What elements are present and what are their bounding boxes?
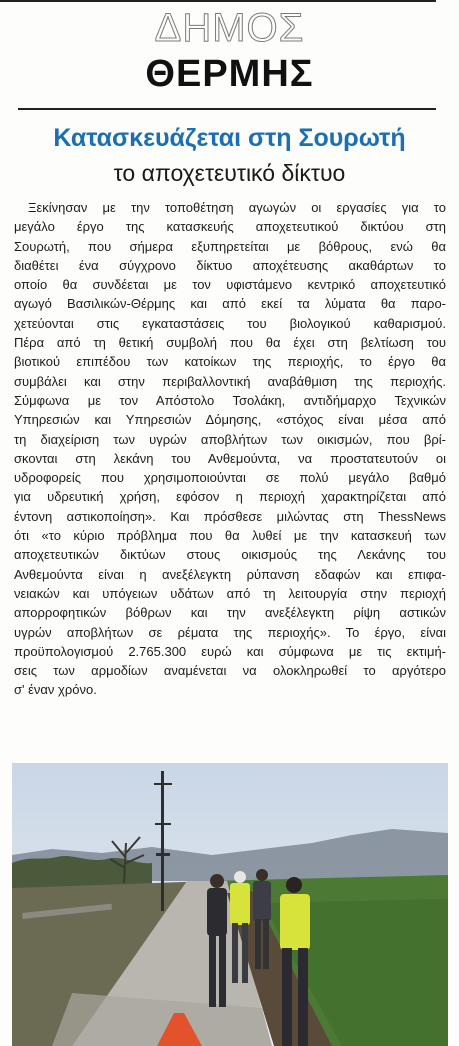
- article-body-line: τη διαχείριση των υγρών αποβλήτων των οικισμών, που βρί-: [14, 431, 446, 447]
- article-body-line: Υπηρεσιών και Υπηρεσιών Δόμησης, «στόχος είναι μέσα από: [14, 412, 446, 428]
- construction-site-photo: [12, 763, 448, 1046]
- top-rule: [0, 0, 436, 2]
- photo-utility-pole: [161, 771, 164, 911]
- article-body-line: αποχετευτικών δικτύων στους οικισμούς της Λεκάνης του: [14, 547, 446, 563]
- article-body-line: σ' έναν χρόνο.: [14, 682, 97, 698]
- article-body-line: σεις των αρμοδίων αναμένεται να ολοκληρωθεί το αργότερο: [14, 663, 446, 679]
- article-body-line: βιοτικού επιπέδου των κατοίκων της περιοχής, το έργο θα: [14, 354, 446, 370]
- article-body-line: νειακών και υπόγειων υδάτων από τη λειτουργία στην περιοχή: [14, 585, 446, 601]
- article-body: [14, 198, 446, 700]
- article-body-line: μεγάλο έργο της κατασκευής αποχετευτικού δικτύου στη: [14, 219, 446, 235]
- article-body-line: Σουρωτή, που σήμερα εξυπηρετείται με βόθρους, ενώ θα: [14, 238, 446, 254]
- article-subheadline: το αποχετευτικό δίκτυο: [113, 160, 346, 186]
- article-body-line: για υδρευτική χρήση, εφόσον η περιοχή χαρακτηρίζεται από: [14, 489, 446, 505]
- masthead-rule: [18, 108, 436, 110]
- article-body-line: χετεύονται στις εγκαταστάσεις του βιολογικού καθαρισμού.: [14, 315, 446, 331]
- article-body-line: σκονται στη λεκάνη του Ανθεμούντα, να προστατευτούν οι: [14, 450, 446, 466]
- article-headline: Κατασκευάζεται στη Σουρωτή: [53, 124, 406, 152]
- article-photo: [12, 763, 448, 1046]
- section-title: ΔΗΜΟΣ: [154, 6, 305, 50]
- article-body-line: διαθέτει ένα σύγχρονο δίκτυο αποχέτευσης ακαθάρτων το: [14, 257, 446, 273]
- article-body-line: υδροφορείς που χρησιμοποιούνται σε πολύ μεγάλο βαθμό: [14, 470, 446, 486]
- article-body-line: απορροφητικών βόθρων και την ανεξέλεγκτη ρίψη αστικών: [14, 605, 446, 621]
- article-body-line: ότι «το κύριο πρόβλημα που θα λυθεί με την κατασκευή των: [14, 528, 446, 544]
- article-body-line: Ξεκίνησαν με την τοποθέτηση αγωγών οι εργασίες για το: [28, 200, 446, 215]
- article-body-line: οποίο θα συνδέεται με τον υφιστάμενο κεντρικό αποχετευτικό: [14, 277, 446, 293]
- article-body-line: Ανθεμούντα είναι η ανεξέλεγκτη ρύπανση εδαφών και επιφα-: [14, 566, 446, 582]
- section-name: ΘΕΡΜΗΣ: [145, 53, 314, 95]
- article-body-line: προϋπολογισμού 2.765.300 ευρώ και σύμφωνα με τις εκτιμή-: [14, 643, 446, 659]
- article-body-line: έντονη αστικοποίηση». Και πρόσθεσε μιλώντας στη ThessNews: [14, 508, 446, 524]
- article-body-line: Πέρα από τη θετική συμβολή που θα έχει στη βελτίωση του: [14, 335, 446, 351]
- article-body-line: Σύμφωνα με τον Απόστολο Τσολάκη, αντιδήμαρχο Τεχνικών: [14, 392, 446, 408]
- article-body-line: αγωγό Βασιλικών-Θέρμης και από εκεί τα λύματα θα παρο-: [14, 296, 446, 312]
- article-body-line: υγρών αποβλήτων σε ρέματα της περιοχής». Το έργο, είναι: [14, 624, 446, 640]
- article-body-line: συμβάλει και στην περιβαλλοντική αναβάθμιση της περιοχής.: [14, 373, 446, 389]
